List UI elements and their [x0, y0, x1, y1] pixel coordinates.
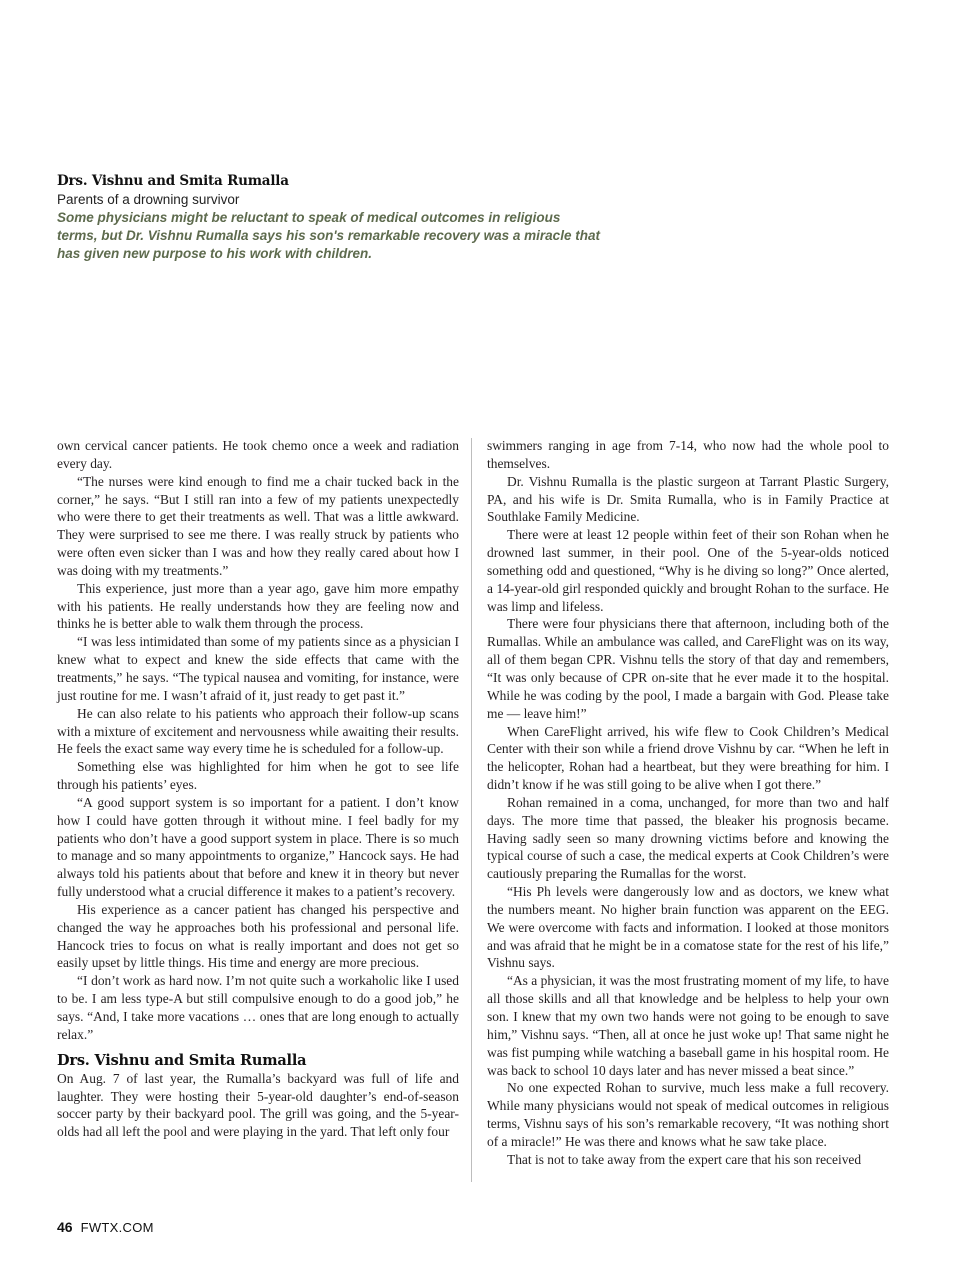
paragraph: swimmers ranging in age from 7-14, who now had the whole pool to themselves. — [487, 438, 889, 471]
paragraph: “I don’t work as hard now. I’m not quite such a workaholic like I used to be. I am less type-A but still compulsive enough to do a good job,” he says. “And, I take more vacations … ones that are long enough to actually relax.” — [57, 973, 459, 1042]
paragraph: No one expected Rohan to survive, much less make a full recovery. While many physicians would not speak of medical outcomes in religious terms, Vishnu says of his son’s remarkable recovery, “It was nothing short of a miracle!” He was there and knows what he saw take place. — [487, 1080, 889, 1149]
paragraph: His experience as a cancer patient has changed his perspective and changed the way he approaches both his professional and personal life. Hancock tries to focus on what is really important and does not get so easily upset by little things. His time and energy are more precious. — [57, 901, 459, 971]
intro-block — [57, 172, 602, 263]
section-heading: Drs. Vishnu and Smita Rumalla — [57, 1051, 307, 1069]
paragraph: Dr. Vishnu Rumalla is the plastic surgeon at Tarrant Plastic Surgery, PA, and his wife is Dr. Smita Rumalla, who is in Family Practice at Southlake Family Medicine. — [487, 473, 889, 525]
site-name: FWTX.COM — [80, 1220, 154, 1235]
paragraph: This experience, just more than a year ago, gave him more empathy with his patients. He really understands how they are feeling now and thinks he is better able to walk them through the process. — [57, 580, 459, 632]
right-column — [487, 437, 889, 1169]
paragraph: “The nurses were kind enough to find me a chair tucked back in the corner,” he says. “But I still ran into a few of my patients unexpectedly who were there to get their treatments as well. That was a little awkward. They were surprised to see me there. I was really struck by patients who were often even sicker than I was and how they really cared about how I was doing with my treatments.” — [57, 473, 459, 578]
intro-deck: Some physicians might be reluctant to speak of medical outcomes in religious terms, but Dr. Vishnu Rumalla says his son's remarkable recovery was a miracle that has given new purpose to his work with children. — [57, 210, 600, 261]
intro-name: Drs. Vishnu and Smita Rumalla — [57, 173, 289, 189]
paragraph: “A good support system is so important for a patient. I don’t know how I could have gotten through it without mine. I feel badly for my patients who don’t have a good support system in place. There is so much to manage and so many appointments to organize,” Hancock says. He had always told his patients about that before and knew it in theory but never fully understood what a crucial difference it makes to a patient’s recovery. — [57, 794, 459, 900]
paragraph: When CareFlight arrived, his wife flew to Cook Children’s Medical Center with their son while a friend drove Vishnu by car. “When he left in the helicopter, Rohan had a heartbeat, but they were breathing for him. I didn’t know if he was still going to be alive when I got there.” — [487, 723, 889, 793]
paragraph: “His Ph levels were dangerously low and as doctors, we knew what the numbers meant. No higher brain function was apparent on the EEG. We were overcome with facts and information. I looked at those monitors and was afraid that he might be in a comatose state for the rest of his life,” Vishnu says. — [487, 884, 889, 971]
paragraph: “As a physician, it was the most frustrating moment of my life, to have all those skills and all that knowledge and be helpless to help your own son. I knew that my own two hands were not going to be enough to save him,” Vishnu says. “Then, all at once he just woke up! That same night he was fist pumping while watching a baseball game in his hospital room. He was back to school 10 days later and has never missed a beat since.” — [487, 973, 889, 1078]
paragraph: There were at least 12 people within feet of their son Rohan when he drowned last summer, in their pool. One of the 5-year-olds noticed something odd and questioned, “Why is he diving so long?” Once alerted, a 14-year-old girl responded quickly and brought Rohan to the surface. He was limp and lifeless. — [487, 527, 889, 614]
left-column — [57, 437, 459, 1141]
paragraph: own cervical cancer patients. He took chemo once a week and radiation every day. — [57, 438, 459, 471]
paragraph: On Aug. 7 of last year, the Rumalla’s backyard was full of life and laughter. They were hosting their 5-year-old daughter’s end-of-season soccer party by their backyard pool. The grill was going, and the 5-year-olds had all left the pool and were playing in the yard. That left only four — [57, 1070, 459, 1140]
paragraph: He can also relate to his patients who approach their follow-up scans with a mixture of excitement and nervousness while awaiting their results. He feels the exact same way every time he is scheduled for a follow-up. — [57, 705, 459, 757]
paragraph: Rohan remained in a coma, unchanged, for more than two and half days. The more time that passed, the bleaker his prognosis became. Having sadly seen so many drowning victims before and knowing the typical course of such a case, the medical experts at Cook Children’s were cautiously preparing the Rumallas for the worst. — [487, 794, 889, 882]
paragraph: That is not to take away from the expert care that his son received — [507, 1151, 862, 1167]
page-number: 46 — [57, 1219, 73, 1235]
paragraph: There were four physicians there that afternoon, including both of the Rumallas. While an ambulance was called, and CareFlight was on its way, all of them began CPR. Vishnu tells the story of that day and remembers, “It was only because of CPR on-site that he ever made it to the hospital. While he was coding by the pool, I made a bargain with God. Please take me — leave him!” — [487, 616, 889, 721]
intro-role: Parents of a drowning survivor — [57, 192, 240, 207]
page-footer — [57, 1219, 154, 1237]
paragraph: “I was less intimidated than some of my patients since as a physician I knew what to expect and knew the side effects that came with the treatments,” he says. “The typical nausea and vomiting, for instance, were just routine for me. I wasn’t afraid of it, just ready to get past it.” — [57, 634, 459, 703]
column-divider — [471, 438, 472, 1182]
paragraph: Something else was highlighted for him when he got to see life through his patients’ eyes. — [57, 759, 459, 793]
